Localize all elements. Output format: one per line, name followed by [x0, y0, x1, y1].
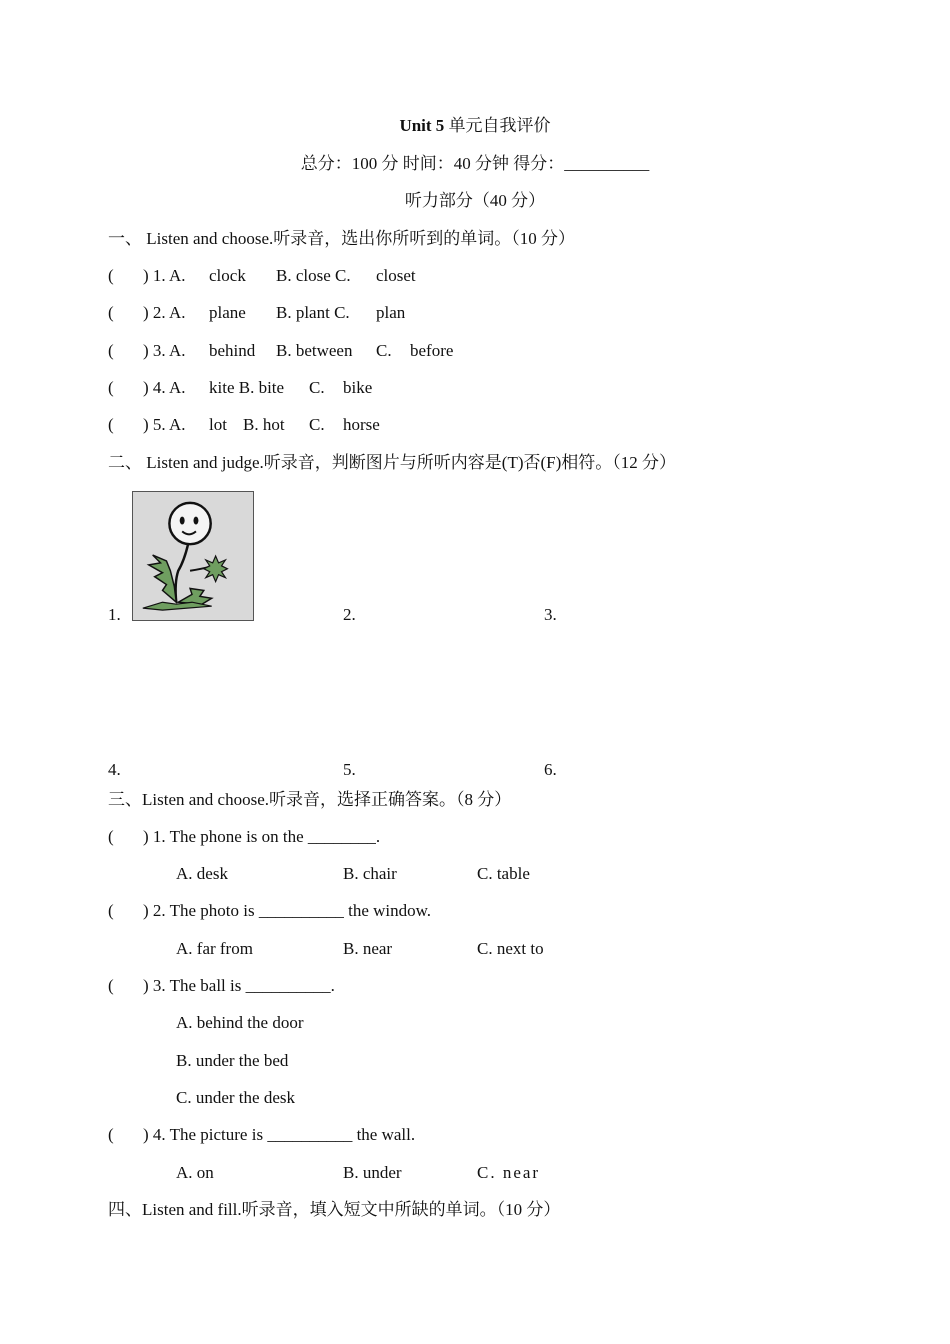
section1-heading: 一、 Listen and choose.听录音，选出你所听到的单词。（10 分） — [108, 229, 575, 248]
dandelion-drawing — [133, 492, 253, 620]
section4-heading: 四、Listen and fill.听录音，填入短文中所缺的单词。（10 分） — [108, 1200, 561, 1219]
part-heading: 听力部分（40 分） — [404, 191, 546, 210]
judge-label-5: 5. — [343, 760, 356, 779]
judge-label-6: 6. — [544, 760, 557, 779]
section2-heading: 二、 Listen and judge.听录音，判断图片与所听内容是(T)否(F)相符。（12 分） — [108, 453, 677, 472]
score-time-line: 总分：100 分 时间：40 分钟 得分：__________ — [300, 154, 650, 173]
section3-heading: 三、Listen and choose.听录音，选择正确答案。（8 分） — [108, 790, 512, 809]
judge-label-4: 4. — [108, 760, 121, 779]
dandelion-picture — [132, 491, 254, 621]
judge-label-3: 3. — [544, 605, 557, 624]
page-title: Unit 5 单元自我评价 — [399, 116, 551, 135]
judge-label-1: 1. — [108, 605, 121, 624]
judge-label-2: 2. — [343, 605, 356, 624]
